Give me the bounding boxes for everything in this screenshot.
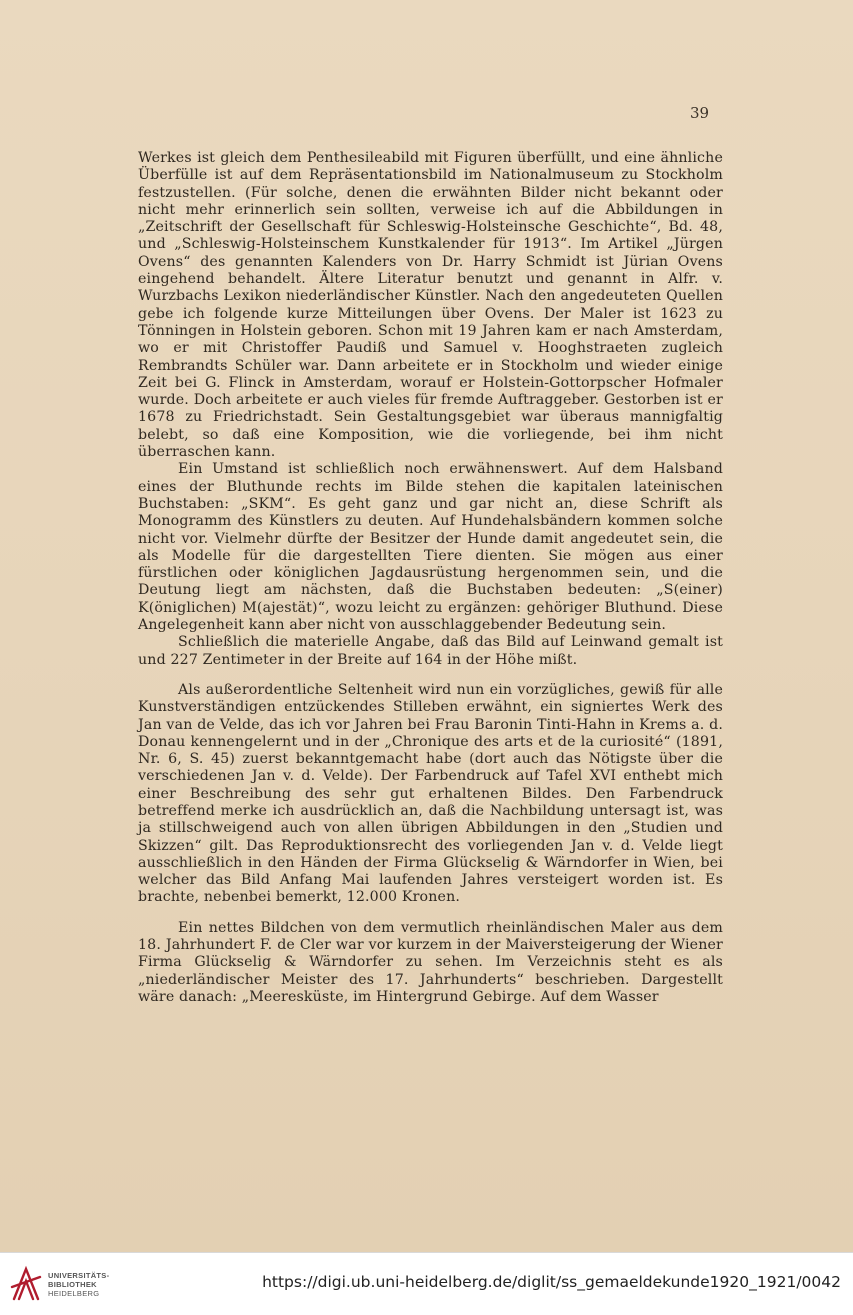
paragraph-2: Ein Umstand ist schließlich noch erwähnenswert. Auf dem Halsband eines der Bluthunde rechts im Bilde stehen die kapitalen lateinischen Buchstaben: „SKM“. Es geht ganz und gar nicht an, diese Schrift als Monogramm des Künstlers zu deuten. Auf Hundehalsbändern kommen solche nicht vor. Vielmehr dürfte der Besitzer der Hunde damit angedeutet sein, die als Modelle für die dargestellten Tiere dienten. Sie mögen aus einer fürstlichen oder königlichen Jagdausrüstung hergenommen sein, und die Deutung liegt am nächsten, daß die Buchstaben bedeuten: „S(einer) K(öniglichen) M(ajestät)“, wozu leicht zu ergänzen: gehöriger Bluthund. Diese Angelegenheit kann aber nicht von ausschlaggebender Bedeutung sein. [138, 461, 723, 634]
library-name [48, 1271, 109, 1298]
library-name-line1: UNIVERSITÄTS- [48, 1271, 110, 1280]
permalink-url[interactable]: https://digi.ub.uni-heidelberg.de/diglit/ss_gemaeldekunde1920_1921/0042 [262, 1273, 841, 1291]
paragraph-3: Schließlich die materielle Angabe, daß das Bild auf Leinwand gemalt ist und 227 Zentimeter in der Breite auf 164 in der Höhe mißt. [138, 634, 723, 668]
page-number: 39 [690, 104, 710, 122]
paragraph-4: Als außerordentliche Seltenheit wird nun ein vorzügliches, gewiß für alle Kunstverständigen entzückendes Stilleben erwähnt, ein signiertes Werk des Jan van de Velde, das ich vor Jahren bei Frau Baronin Tinti-Hahn in Krems a. d. Donau kennengelernt und in der „Chronique des arts et de la curiosité“ (1891, Nr. 6, S. 45) zuerst bekanntgemacht habe (dort auch das Nötigste über die verschiedenen Jan v. d. Velde). Der Farbendruck auf Tafel XVI enthebt mich einer Beschreibung des sehr gut erhaltenen Bildes. Den Farbendruck betreffend merke ich ausdrücklich an, daß die Nachbildung untersagt ist, was ja stillschweigend auch von allen übrigen Abbildungen in den „Studien und Skizzen“ gilt. Das Reproduktionsrecht des vorliegenden Jan v. d. Velde liegt ausschließlich in den Händen der Firma Glückselig & Wärndorfer in Wien, bei welcher das Bild Anfang Mai laufenden Jahres versteigert worden ist. Es brachte, nebenbei bemerkt, 12.000 Kronen. [138, 681, 723, 906]
paragraph-1: Werkes ist gleich dem Penthesileabild mit Figuren überfüllt, und eine ähnliche Überfülle ist auf dem Repräsentationsbild im Nationalmuseum zu Stockholm festzustellen. (Für solche, denen die erwähnten Bilder nicht bekannt oder nicht mehr erinnerlich sein sollten, verweise ich auf die Abbildungen in „Zeitschrift der Gesellschaft für Schleswig-Holsteinsche Geschichte“, Bd. 48, und „Schleswig-Holsteinschem Kunstkalender für 1913“. Im Artikel „Jürgen Ovens“ des genannten Kalenders von Dr. Harry Schmidt ist Jürian Ovens eingehend behandelt. Ältere Literatur benutzt und genannt in Alfr. v. Wurzbachs Lexikon niederländischer Künstler. Nach den angedeuteten Quellen gebe ich folgende kurze Mitteilungen über Ovens. Der Maler ist 1623 zu Tönningen in Holstein geboren. Schon mit 19 Jahren kam er nach Amsterdam, wo er mit Christoffer Paudiß und Samuel v. Hooghstraeten zugleich Rembrandts Schüler war. Dann arbeitete er in Stockholm und wieder einige Zeit bei G. Flinck in Amsterdam, worauf er Holstein-Gottorpscher Hofmaler wurde. Doch arbeitete er auch vieles für fremde Auftraggeber. Gestorben ist er 1678 zu Friedrichstadt. Sein Gestaltungsgebiet war überaus mannigfaltig belebt, so daß eine Komposition, wie die vorliegende, bei ihm nicht überraschen kann. [138, 150, 723, 461]
library-name-line3: HEIDELBERG [48, 1289, 100, 1298]
body-text [138, 150, 723, 1006]
paragraph-5: Ein nettes Bildchen von dem vermutlich rheinländischen Maler aus dem 18. Jahrhundert F. de Cler war vor kurzem in der Maiversteigerung der Wiener Firma Glückselig & Wärndorfer zu sehen. Im Verzeichnis steht es als „niederländischer Meister des 17. Jahrhunderts“ beschrieben. Dargestellt wäre danach: „Meeresküste, im Hintergrund Gebirge. Auf dem Wasser [138, 919, 723, 1005]
footer-bar [0, 1252, 853, 1315]
library-logo[interactable] [10, 1263, 110, 1305]
library-logo-icon [10, 1265, 42, 1301]
library-name-line2: BIBLIOTHEK [48, 1280, 97, 1289]
